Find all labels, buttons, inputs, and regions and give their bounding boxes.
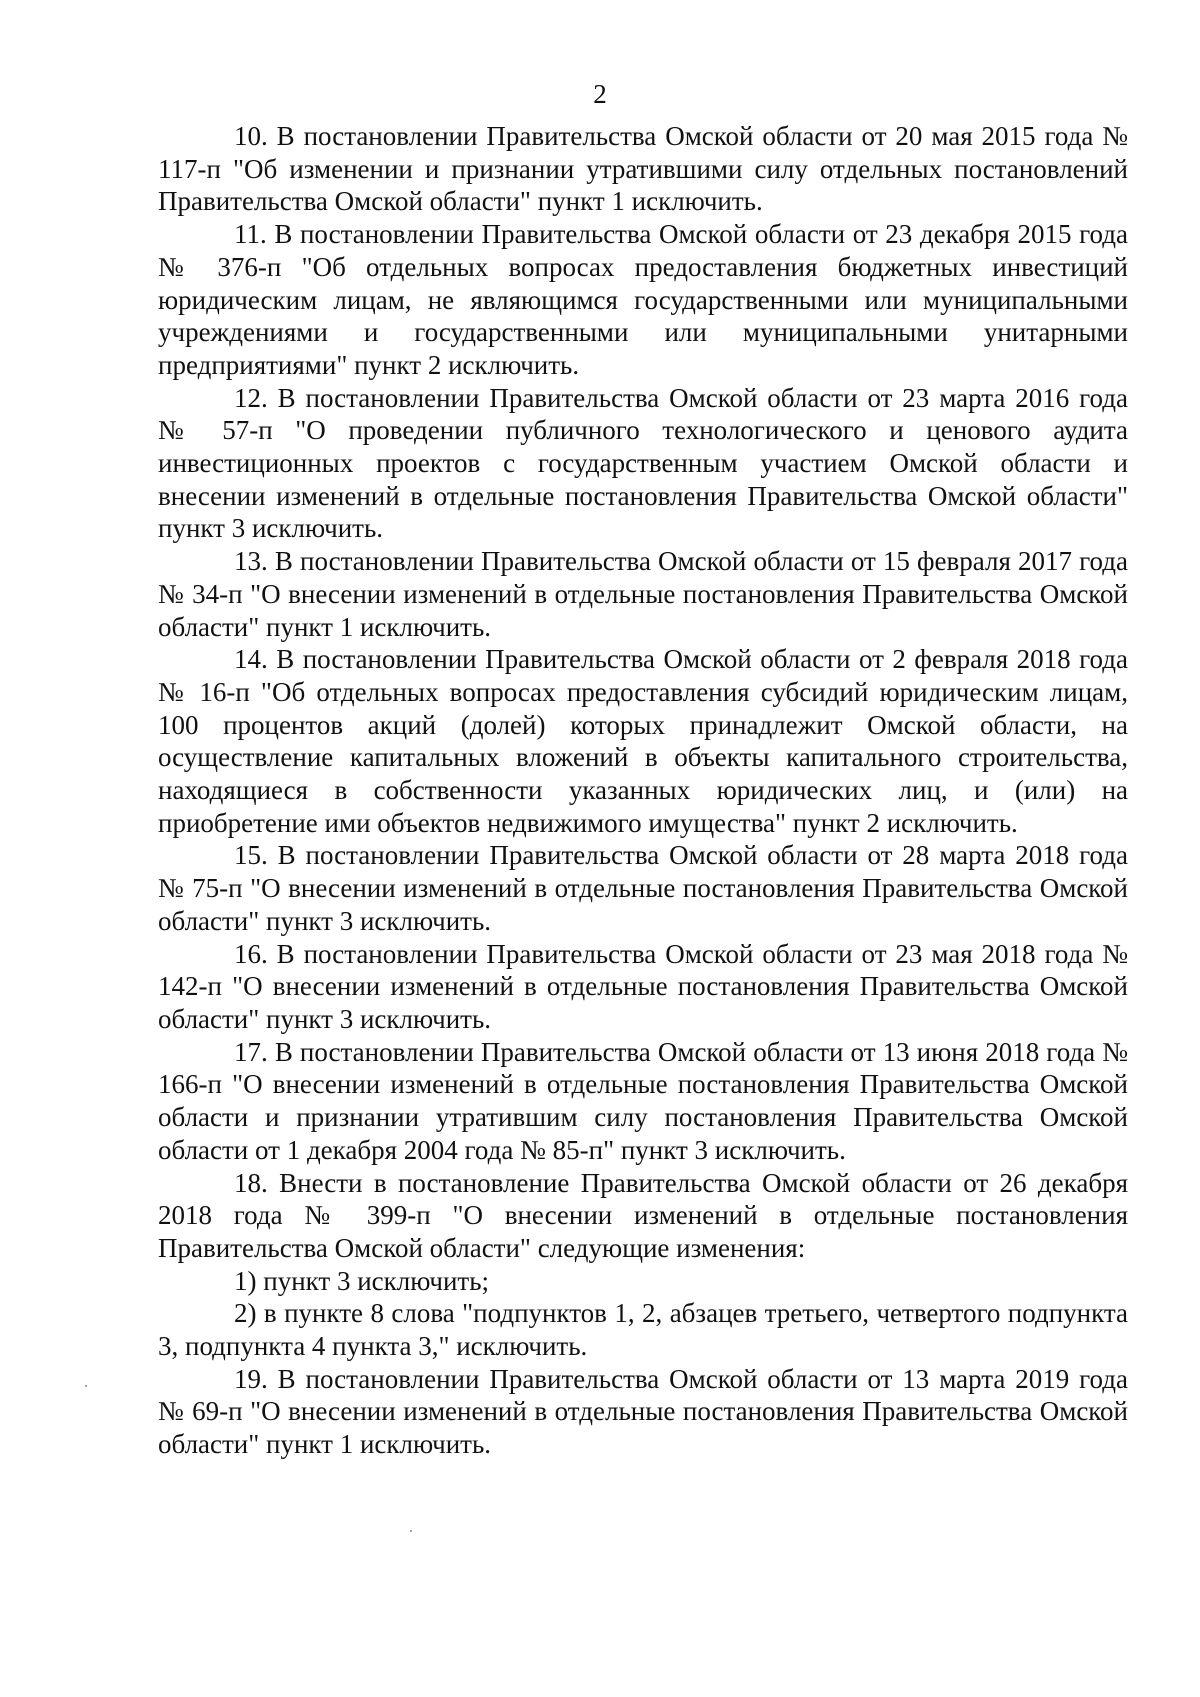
paragraph-18: 18. Внести в постановление Правительства Омской области от 26 декабря 2018 года № 399-п "О внесении изменений в отдельные постановления Правительства Омской области" следующие изменения: xyxy=(158,1167,1128,1263)
paragraph-11: 11. В постановлении Правительства Омской области от 23 декабря 2015 года № 376-п "Об отдельных вопросах предоставления бюджетных инвестиций юридическим лицам, не являющимся государственными или муниципальными учреждениями и государственными или муниципальными унитарными предприятиями" пункт 2 исключить. xyxy=(158,219,1128,380)
scan-speck xyxy=(85,1385,87,1387)
paragraph-15: 15. В постановлении Правительства Омской области от 28 марта 2018 года № 75-п "О внесении изменений в отдельные постановления Правительства Омской области" пункт 3 исключить. xyxy=(158,840,1128,936)
paragraph-12: 12. В постановлении Правительства Омской области от 23 марта 2016 года № 57-п "О проведении публичного технологического и ценового аудита инвестиционных проектов с государственным участием Омской области и внесении изменений в отдельные постановления Правительства Омской области" пункт 3 исключить. xyxy=(158,382,1128,544)
paragraph-18-item-2: 2) в пункте 8 слова "подпунктов 1, 2, абзацев третьего, четвертого подпункта 3, подпункта 4 пункта 3," исключить. xyxy=(158,1298,1128,1362)
paragraph-13: 13. В постановлении Правительства Омской области от 15 февраля 2017 года № 34-п "О внесении изменений в отдельные постановления Правительства Омской области" пункт 1 исключить. xyxy=(158,546,1128,642)
page-number: 2 xyxy=(593,79,607,109)
document-body xyxy=(158,120,1128,1461)
paragraph-17: 17. В постановлении Правительства Омской области от 13 июня 2018 года № 166-п "О внесении изменений в отдельные постановления Правительства Омской области и признании утратившим силу постановления Правительства Омской области от 1 декабря 2004 года № 85-п" пункт 3 исключить. xyxy=(158,1036,1128,1165)
paragraph-18-item-1: 1) пункт 3 исключить; xyxy=(234,1265,490,1296)
paragraph-19: 19. В постановлении Правительства Омской области от 13 марта 2019 года № 69-п "О внесении изменений в отдельные постановления Правительства Омской области" пункт 1 исключить. xyxy=(158,1363,1128,1460)
paragraph-16: 16. В постановлении Правительства Омской области от 23 мая 2018 года № 142-п "О внесении изменений в отдельные постановления Правительства Омской области" пункт 3 исключить. xyxy=(158,938,1128,1034)
paragraph-14: 14. В постановлении Правительства Омской области от 2 февраля 2018 года № 16-п "Об отдельных вопросах предоставления субсидий юридическим лицам, 100 процентов акций (долей) которых принадлежит Омской области, на осуществление капитальных вложений в объекты капитального строительства, находящиеся в собственности указанных юридических лиц, и (или) на приобретение ими объектов недвижимого имущества" пункт 2 исключить. xyxy=(158,644,1128,838)
scan-speck xyxy=(410,1530,412,1532)
paragraph-10: 10. В постановлении Правительства Омской области от 20 мая 2015 года № 117-п "Об изменении и признании утратившими силу отдельных постановлений Правительства Омской области" пункт 1 исключить. xyxy=(158,121,1128,217)
